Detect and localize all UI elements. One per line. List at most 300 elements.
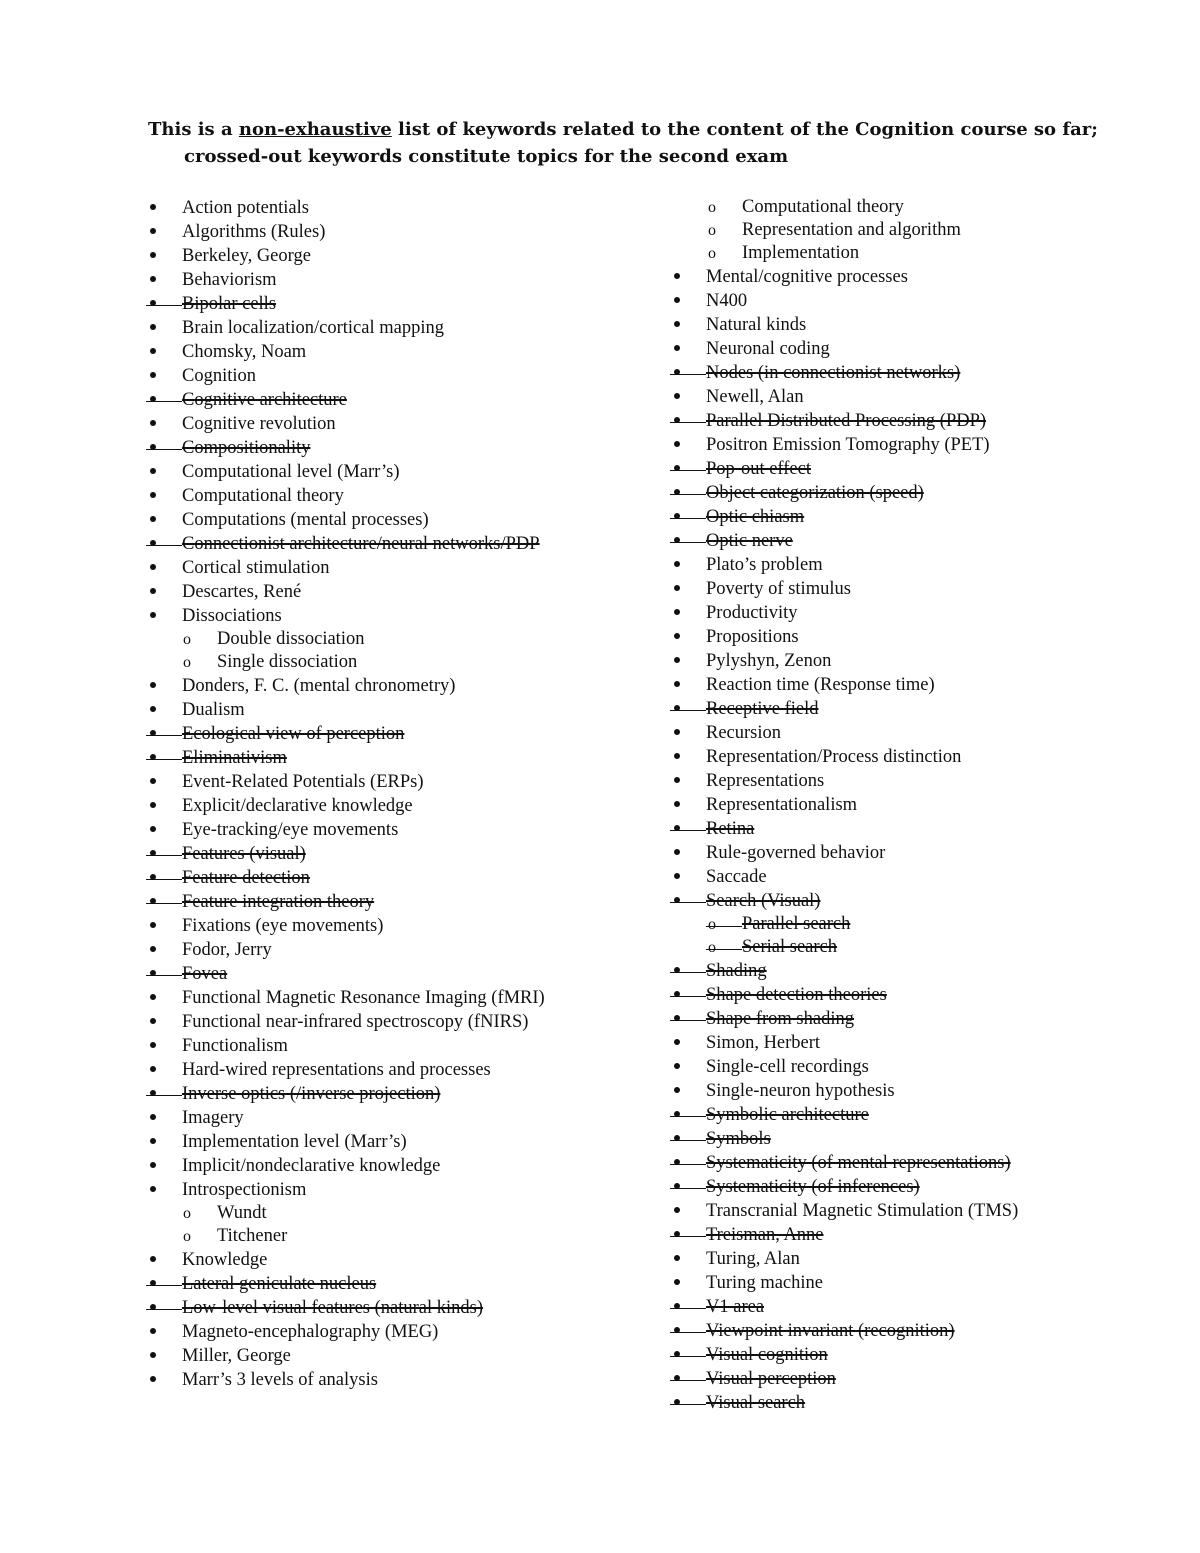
bullet-icon bbox=[670, 1319, 684, 1343]
bullet-icon bbox=[146, 532, 160, 556]
keyword-text: Chomsky, Noam bbox=[182, 342, 307, 362]
bullet-icon bbox=[146, 770, 160, 794]
hollow-bullet-icon: o bbox=[183, 654, 191, 671]
keyword-text: Shape detection theories bbox=[706, 985, 887, 1005]
keyword-item-crossed-out bbox=[146, 1296, 586, 1320]
bullet-icon bbox=[670, 625, 684, 649]
keyword-item-crossed-out bbox=[146, 532, 586, 556]
bullet-icon bbox=[670, 1343, 684, 1367]
keyword-text: Compositionality bbox=[182, 438, 311, 458]
keyword-text: Turing machine bbox=[706, 1273, 823, 1293]
bullet-icon bbox=[146, 436, 160, 460]
keyword-text: Representations bbox=[706, 771, 825, 791]
keyword-text: Viewpoint invariant (recognition) bbox=[706, 1321, 955, 1341]
keyword-text: Visual search bbox=[706, 1393, 806, 1413]
continued-sublist bbox=[670, 196, 1140, 265]
sub-item-text: Single dissociation bbox=[217, 652, 358, 672]
keyword-item-crossed-out bbox=[146, 746, 586, 770]
keyword-item bbox=[670, 793, 1140, 817]
keyword-item bbox=[670, 1247, 1140, 1271]
keyword-item bbox=[146, 340, 586, 364]
keyword-item-crossed-out bbox=[670, 889, 1140, 913]
keyword-text: Features (visual) bbox=[182, 844, 306, 864]
bullet-icon bbox=[146, 340, 160, 364]
sub-list bbox=[146, 628, 586, 674]
keyword-item-crossed-out bbox=[146, 722, 586, 746]
bullet-icon bbox=[146, 962, 160, 986]
bullet-icon bbox=[670, 817, 684, 841]
keyword-text: Parallel Distributed Processing (PDP) bbox=[706, 411, 987, 431]
hollow-bullet-icon: o bbox=[183, 1205, 191, 1222]
keyword-item-crossed-out bbox=[670, 505, 1140, 529]
bullet-icon bbox=[670, 577, 684, 601]
sub-list bbox=[146, 1202, 586, 1248]
keyword-item bbox=[146, 770, 586, 794]
keyword-item-crossed-out bbox=[670, 697, 1140, 721]
keyword-item bbox=[670, 865, 1140, 889]
sub-list-item bbox=[146, 628, 586, 651]
sub-item-text: Double dissociation bbox=[217, 629, 365, 649]
keyword-text: Transcranial Magnetic Stimulation (TMS) bbox=[706, 1201, 1019, 1221]
bullet-icon bbox=[146, 220, 160, 244]
keyword-text: Event-Related Potentials (ERPs) bbox=[182, 772, 424, 792]
keyword-text: Computations (mental processes) bbox=[182, 510, 429, 530]
keyword-item bbox=[146, 268, 586, 292]
bullet-icon bbox=[146, 1296, 160, 1320]
keyword-item bbox=[146, 938, 586, 962]
bullet-icon bbox=[146, 794, 160, 818]
keyword-text: Fodor, Jerry bbox=[182, 940, 272, 960]
keyword-text: Computational theory bbox=[182, 486, 344, 506]
sub-item-text: Wundt bbox=[217, 1203, 267, 1223]
keyword-item bbox=[670, 1031, 1140, 1055]
keyword-list-right-column bbox=[670, 196, 1140, 1415]
sub-list-item bbox=[670, 196, 1140, 219]
keyword-item-crossed-out bbox=[146, 962, 586, 986]
keyword-item-crossed-out bbox=[670, 959, 1140, 983]
keyword-item-crossed-out bbox=[670, 361, 1140, 385]
bullet-icon bbox=[146, 364, 160, 388]
keyword-text: Recursion bbox=[706, 723, 782, 743]
keyword-item bbox=[670, 841, 1140, 865]
sub-item-text: Implementation bbox=[742, 243, 860, 263]
keyword-text: Single-neuron hypothesis bbox=[706, 1081, 895, 1101]
keyword-text: Fixations (eye movements) bbox=[182, 916, 384, 936]
keyword-item bbox=[146, 484, 586, 508]
keyword-item-crossed-out bbox=[670, 1127, 1140, 1151]
bullet-icon bbox=[146, 580, 160, 604]
keyword-item bbox=[146, 1058, 586, 1082]
bullet-icon bbox=[670, 1055, 684, 1079]
sub-list bbox=[670, 913, 1140, 959]
bullet-icon bbox=[146, 914, 160, 938]
keyword-text: Miller, George bbox=[182, 1346, 291, 1366]
bullet-icon bbox=[670, 1223, 684, 1247]
keyword-text: Mental/cognitive processes bbox=[706, 267, 908, 287]
keyword-text: Representation/Process distinction bbox=[706, 747, 962, 767]
keyword-item-crossed-out bbox=[146, 890, 586, 914]
bullet-icon bbox=[146, 1320, 160, 1344]
hollow-bullet-icon: o bbox=[183, 1228, 191, 1245]
keyword-text: Cognitive revolution bbox=[182, 414, 336, 434]
keyword-item bbox=[670, 1271, 1140, 1295]
bullet-icon bbox=[146, 1130, 160, 1154]
bullet-icon bbox=[146, 746, 160, 770]
heading-part-2: list of keywords related to the content of the Cognition course so far; crossed-out keywords constitute topics for the second exam bbox=[184, 119, 1098, 167]
keyword-text: Visual cognition bbox=[706, 1345, 828, 1365]
keyword-item-crossed-out bbox=[670, 1343, 1140, 1367]
keyword-text: Dualism bbox=[182, 700, 245, 720]
keyword-text: Donders, F. C. (mental chronometry) bbox=[182, 676, 456, 696]
keyword-item-crossed-out bbox=[146, 1272, 586, 1296]
keyword-text: Imagery bbox=[182, 1108, 244, 1128]
keyword-text: Implicit/nondeclarative knowledge bbox=[182, 1156, 441, 1176]
hollow-bullet-icon: o bbox=[708, 199, 716, 216]
keyword-item-crossed-out bbox=[146, 842, 586, 866]
sub-item-text: Representation and algorithm bbox=[742, 220, 961, 240]
bullet-icon bbox=[146, 1034, 160, 1058]
bullet-icon bbox=[146, 484, 160, 508]
keyword-item bbox=[670, 433, 1140, 457]
keyword-item bbox=[670, 577, 1140, 601]
bullet-icon bbox=[146, 842, 160, 866]
keyword-text: Cognitive architecture bbox=[182, 390, 347, 410]
bullet-icon bbox=[146, 1154, 160, 1178]
keyword-text: Functional near-infrared spectroscopy (fNIRS) bbox=[182, 1012, 529, 1032]
keyword-text: Search (Visual) bbox=[706, 891, 821, 911]
keyword-item bbox=[670, 553, 1140, 577]
keyword-text: Rule-governed behavior bbox=[706, 843, 886, 863]
keyword-text: Implementation level (Marr’s) bbox=[182, 1132, 407, 1152]
sub-list-item bbox=[670, 219, 1140, 242]
keyword-item bbox=[670, 337, 1140, 361]
keyword-text: Connectionist architecture/neural networks/PDP bbox=[182, 534, 540, 554]
keyword-text: Saccade bbox=[706, 867, 767, 887]
keyword-item-crossed-out bbox=[670, 481, 1140, 505]
bullet-icon bbox=[146, 1344, 160, 1368]
keyword-text: Plato’s problem bbox=[706, 555, 823, 575]
sub-list-wrapper bbox=[146, 628, 586, 674]
keyword-text: Functional Magnetic Resonance Imaging (fMRI) bbox=[182, 988, 545, 1008]
bullet-icon bbox=[146, 244, 160, 268]
bullet-icon bbox=[670, 1151, 684, 1175]
keyword-item bbox=[146, 364, 586, 388]
keyword-item bbox=[146, 674, 586, 698]
keyword-item-crossed-out bbox=[146, 1082, 586, 1106]
bullet-icon bbox=[146, 1272, 160, 1296]
hollow-bullet-icon: o bbox=[708, 245, 716, 262]
bullet-icon bbox=[146, 1082, 160, 1106]
bullet-icon bbox=[146, 986, 160, 1010]
bullet-icon bbox=[146, 890, 160, 914]
keyword-text: Optic chiasm bbox=[706, 507, 805, 527]
bullet-icon bbox=[146, 698, 160, 722]
keyword-item bbox=[146, 698, 586, 722]
bullet-icon bbox=[670, 361, 684, 385]
keyword-item bbox=[146, 1106, 586, 1130]
keyword-text: Cortical stimulation bbox=[182, 558, 330, 578]
keyword-item-crossed-out bbox=[146, 866, 586, 890]
keyword-text: Shading bbox=[706, 961, 767, 981]
keyword-text: Low-level visual features (natural kinds) bbox=[182, 1298, 484, 1318]
keyword-text: Symbolic architecture bbox=[706, 1105, 869, 1125]
keyword-item bbox=[146, 1034, 586, 1058]
keyword-text: Algorithms (Rules) bbox=[182, 222, 326, 242]
keyword-text: Propositions bbox=[706, 627, 799, 647]
keyword-list-left-column bbox=[146, 196, 586, 1392]
bullet-icon bbox=[670, 793, 684, 817]
keyword-text: Knowledge bbox=[182, 1250, 268, 1270]
hollow-bullet-icon: o bbox=[708, 222, 716, 239]
bullet-icon bbox=[670, 529, 684, 553]
bullet-icon bbox=[146, 938, 160, 962]
sub-list-item bbox=[670, 936, 1140, 959]
keyword-text: Natural kinds bbox=[706, 315, 807, 335]
keyword-item bbox=[146, 1368, 586, 1392]
bullet-icon bbox=[146, 674, 160, 698]
keyword-text: Representationalism bbox=[706, 795, 858, 815]
bullet-icon bbox=[670, 769, 684, 793]
sub-item-text: Computational theory bbox=[742, 197, 904, 217]
keyword-item-crossed-out bbox=[670, 529, 1140, 553]
bullet-icon bbox=[670, 1295, 684, 1319]
keyword-text: Neuronal coding bbox=[706, 339, 830, 359]
keyword-text: Reaction time (Response time) bbox=[706, 675, 935, 695]
keyword-text: Cognition bbox=[182, 366, 257, 386]
keyword-text: Object categorization (speed) bbox=[706, 483, 924, 503]
keyword-text: Positron Emission Tomography (PET) bbox=[706, 435, 990, 455]
keyword-text: Symbols bbox=[706, 1129, 771, 1149]
keyword-text: Bipolar cells bbox=[182, 294, 277, 314]
bullet-icon bbox=[670, 1175, 684, 1199]
keyword-item bbox=[670, 1199, 1140, 1223]
bullet-icon bbox=[670, 745, 684, 769]
keyword-item bbox=[146, 1248, 586, 1272]
bullet-icon bbox=[670, 649, 684, 673]
bullet-icon bbox=[146, 1248, 160, 1272]
bullet-icon bbox=[670, 697, 684, 721]
keyword-item-crossed-out bbox=[670, 1391, 1140, 1415]
bullet-icon bbox=[146, 412, 160, 436]
keyword-item bbox=[146, 1178, 586, 1202]
keyword-text: Single-cell recordings bbox=[706, 1057, 869, 1077]
bullet-icon bbox=[670, 553, 684, 577]
keyword-text: Explicit/declarative knowledge bbox=[182, 796, 413, 816]
hollow-bullet-icon: o bbox=[708, 916, 716, 933]
bullet-icon bbox=[670, 1247, 684, 1271]
keyword-item bbox=[146, 580, 586, 604]
keyword-text: Treisman, Anne bbox=[706, 1225, 824, 1245]
keyword-text: Action potentials bbox=[182, 198, 309, 218]
keyword-item bbox=[146, 196, 586, 220]
sub-item-text: Serial search bbox=[742, 937, 838, 957]
bullet-icon bbox=[670, 673, 684, 697]
keyword-text: Retina bbox=[706, 819, 755, 839]
keyword-item-crossed-out bbox=[146, 388, 586, 412]
keyword-item bbox=[146, 460, 586, 484]
keyword-item bbox=[146, 604, 586, 628]
sub-list-wrapper bbox=[670, 913, 1140, 959]
keyword-text: Systematicity (of inferences) bbox=[706, 1177, 920, 1197]
keyword-item-crossed-out bbox=[670, 1367, 1140, 1391]
bullet-icon bbox=[670, 1031, 684, 1055]
keyword-item bbox=[670, 721, 1140, 745]
bullet-icon bbox=[670, 481, 684, 505]
keyword-item-crossed-out bbox=[670, 1319, 1140, 1343]
keyword-item bbox=[670, 265, 1140, 289]
keyword-text: Lateral geniculate nucleus bbox=[182, 1274, 377, 1294]
keyword-text: Functionalism bbox=[182, 1036, 288, 1056]
bullet-icon bbox=[146, 196, 160, 220]
keyword-text: Descartes, René bbox=[182, 582, 302, 602]
keyword-item-crossed-out bbox=[670, 1007, 1140, 1031]
bullet-icon bbox=[670, 1391, 684, 1415]
marr-levels-sublist bbox=[670, 196, 1140, 265]
keyword-item bbox=[146, 244, 586, 268]
keyword-item bbox=[670, 385, 1140, 409]
bullet-icon bbox=[670, 289, 684, 313]
sub-list-item bbox=[146, 1225, 586, 1248]
keyword-text: Turing, Alan bbox=[706, 1249, 800, 1269]
bullet-icon bbox=[146, 722, 160, 746]
bullet-icon bbox=[670, 1079, 684, 1103]
keyword-text: Shape from shading bbox=[706, 1009, 854, 1029]
bullet-icon bbox=[670, 1127, 684, 1151]
bullet-icon bbox=[670, 409, 684, 433]
keyword-text: Receptive field bbox=[706, 699, 819, 719]
keyword-text: Eliminativism bbox=[182, 748, 287, 768]
keyword-item bbox=[670, 649, 1140, 673]
bullet-icon bbox=[670, 265, 684, 289]
keyword-item bbox=[146, 508, 586, 532]
keyword-item bbox=[670, 289, 1140, 313]
keyword-item bbox=[670, 601, 1140, 625]
keyword-item-crossed-out bbox=[670, 457, 1140, 481]
keyword-text: Newell, Alan bbox=[706, 387, 804, 407]
keyword-text: V1 area bbox=[706, 1297, 765, 1317]
keyword-text: Optic nerve bbox=[706, 531, 793, 551]
keyword-text: Brain localization/cortical mapping bbox=[182, 318, 444, 338]
keyword-item bbox=[146, 794, 586, 818]
bullet-icon bbox=[670, 1199, 684, 1223]
bullet-icon bbox=[146, 508, 160, 532]
sub-list-wrapper bbox=[146, 1202, 586, 1248]
keyword-item bbox=[146, 220, 586, 244]
keyword-text: Simon, Herbert bbox=[706, 1033, 821, 1053]
sub-list-item bbox=[146, 651, 586, 674]
keyword-item bbox=[146, 412, 586, 436]
keyword-item bbox=[146, 1130, 586, 1154]
bullet-icon bbox=[670, 889, 684, 913]
keyword-text: Productivity bbox=[706, 603, 798, 623]
keyword-text: Nodes (in connectionist networks) bbox=[706, 363, 961, 383]
sub-list-item bbox=[146, 1202, 586, 1225]
bullet-icon bbox=[670, 1007, 684, 1031]
keyword-text: Eye-tracking/eye movements bbox=[182, 820, 399, 840]
bullet-icon bbox=[670, 1367, 684, 1391]
keyword-text: N400 bbox=[706, 291, 748, 311]
keyword-item-crossed-out bbox=[670, 1151, 1140, 1175]
keyword-text: Systematicity (of mental representations) bbox=[706, 1153, 1011, 1173]
keyword-text: Introspectionism bbox=[182, 1180, 307, 1200]
keyword-text: Marr’s 3 levels of analysis bbox=[182, 1370, 378, 1390]
keyword-text: Behaviorism bbox=[182, 270, 277, 290]
page-heading bbox=[148, 116, 1164, 170]
keyword-text: Magneto-encephalography (MEG) bbox=[182, 1322, 439, 1342]
bullet-icon bbox=[670, 1271, 684, 1295]
keyword-item-crossed-out bbox=[670, 983, 1140, 1007]
bullet-icon bbox=[146, 818, 160, 842]
heading-underlined-term: non-exhaustive bbox=[238, 119, 392, 140]
keyword-text: Berkeley, George bbox=[182, 246, 311, 266]
sub-item-text: Parallel search bbox=[742, 914, 851, 934]
keyword-item bbox=[670, 1079, 1140, 1103]
bullet-icon bbox=[670, 1103, 684, 1127]
bullet-icon bbox=[670, 841, 684, 865]
keyword-item bbox=[146, 1344, 586, 1368]
bullet-icon bbox=[146, 268, 160, 292]
keyword-text: Dissociations bbox=[182, 606, 282, 626]
bullet-icon bbox=[146, 316, 160, 340]
bullet-icon bbox=[670, 337, 684, 361]
keyword-text: Computational level (Marr’s) bbox=[182, 462, 400, 482]
bullet-icon bbox=[146, 1058, 160, 1082]
bullet-icon bbox=[146, 1368, 160, 1392]
keyword-item bbox=[670, 625, 1140, 649]
keyword-item-crossed-out bbox=[670, 1295, 1140, 1319]
keyword-item-crossed-out bbox=[670, 817, 1140, 841]
heading-part-1: This is a bbox=[148, 119, 239, 140]
bullet-icon bbox=[670, 433, 684, 457]
bullet-icon bbox=[146, 1106, 160, 1130]
keyword-item bbox=[146, 818, 586, 842]
keyword-item-crossed-out bbox=[146, 292, 586, 316]
keyword-text: Fovea bbox=[182, 964, 228, 984]
keyword-item-crossed-out bbox=[670, 1103, 1140, 1127]
keyword-text: Poverty of stimulus bbox=[706, 579, 851, 599]
keyword-item-crossed-out bbox=[146, 436, 586, 460]
keyword-item bbox=[146, 1154, 586, 1178]
hollow-bullet-icon: o bbox=[183, 631, 191, 648]
keyword-item bbox=[670, 313, 1140, 337]
keyword-item bbox=[146, 556, 586, 580]
keyword-text: Visual perception bbox=[706, 1369, 836, 1389]
bullet-icon bbox=[146, 556, 160, 580]
bullet-icon bbox=[670, 721, 684, 745]
bullet-icon bbox=[146, 292, 160, 316]
keyword-item bbox=[146, 914, 586, 938]
bullet-icon bbox=[670, 601, 684, 625]
bullet-icon bbox=[670, 457, 684, 481]
keyword-text: Pylyshyn, Zenon bbox=[706, 651, 832, 671]
hollow-bullet-icon: o bbox=[708, 939, 716, 956]
keyword-item bbox=[670, 1055, 1140, 1079]
bullet-icon bbox=[146, 1010, 160, 1034]
keyword-item bbox=[146, 1320, 586, 1344]
bullet-icon bbox=[146, 1178, 160, 1202]
keyword-text: Inverse optics (/inverse projection) bbox=[182, 1084, 441, 1104]
keyword-item-crossed-out bbox=[670, 409, 1140, 433]
bullet-icon bbox=[670, 385, 684, 409]
keyword-item-crossed-out bbox=[670, 1223, 1140, 1247]
bullet-icon bbox=[670, 865, 684, 889]
bullet-icon bbox=[146, 604, 160, 628]
keyword-item bbox=[670, 745, 1140, 769]
keyword-text: Pop-out effect bbox=[706, 459, 811, 479]
keyword-text: Feature integration theory bbox=[182, 892, 375, 912]
bullet-icon bbox=[670, 313, 684, 337]
bullet-icon bbox=[670, 983, 684, 1007]
